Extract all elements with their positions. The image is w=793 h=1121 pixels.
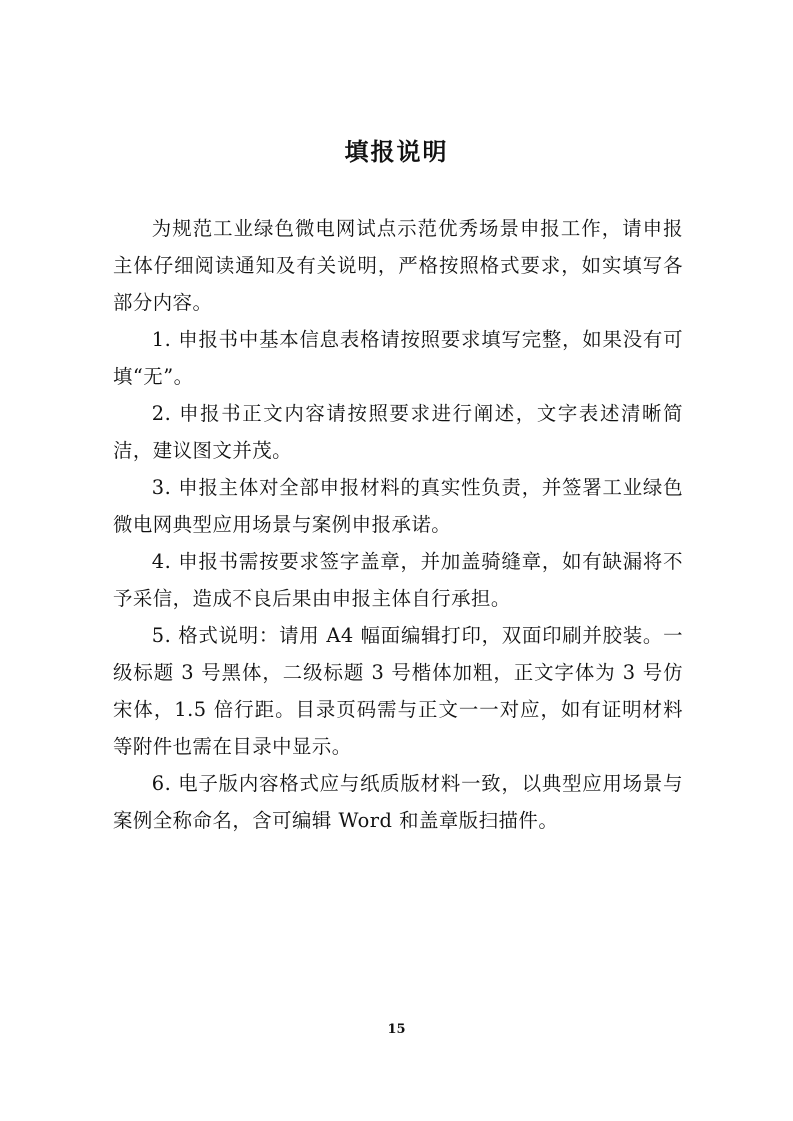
- instruction-item-3: 3. 申报主体对全部申报材料的真实性负责，并签署工业绿色微电网典型应用场景与案例申报承诺。: [113, 476, 683, 536]
- instruction-item-1: 1. 申报书中基本信息表格请按照要求填写完整，如果没有可填“无”。: [113, 328, 683, 388]
- page-number: 15: [387, 1022, 406, 1037]
- instruction-item-5: 5. 格式说明：请用 A4 幅面编辑打印，双面印刷并胶装。一级标题 3 号黑体，二级标题 3 号楷体加粗，正文字体为 3 号仿宋体，1.5 倍行距。目录页码需与正文一一对应，如有证明材料等附件也需在目录中显示。: [113, 624, 683, 758]
- intro-paragraph: 为规范工业绿色微电网试点示范优秀场景申报工作，请申报主体仔细阅读通知及有关说明，严格按照格式要求，如实填写各部分内容。: [113, 217, 683, 314]
- instruction-item-4: 4. 申报书需按要求签字盖章，并加盖骑缝章，如有缺漏将不予采信，造成不良后果由申报主体自行承担。: [113, 550, 683, 610]
- document-body: [113, 210, 683, 839]
- instruction-item-6: 6. 电子版内容格式应与纸质版材料一致，以典型应用场景与案例全称命名，含可编辑 Word 和盖章版扫描件。: [113, 772, 683, 832]
- instruction-item-2: 2. 申报书正文内容请按照要求进行阐述，文字表述清晰简洁，建议图文并茂。: [113, 402, 683, 462]
- page-title: 填报说明: [344, 138, 449, 166]
